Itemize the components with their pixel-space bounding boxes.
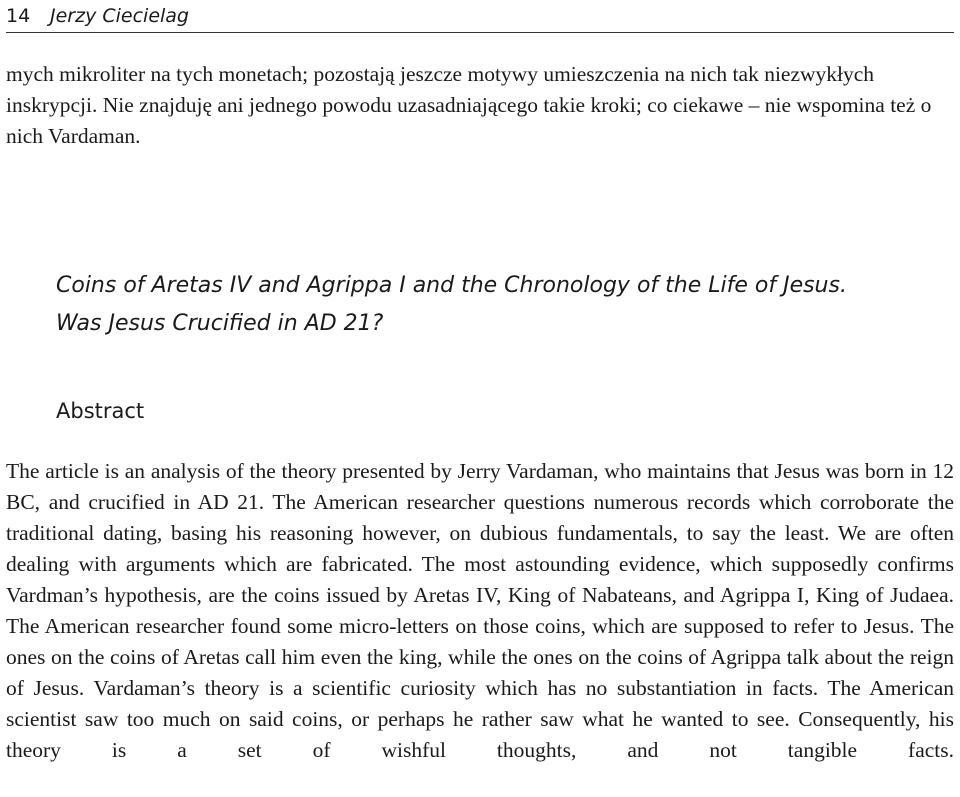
title-line-2: Was Jesus Crucified in AD 21? (56, 311, 384, 336)
running-author: Jerzy Ciecielag (50, 5, 189, 27)
article-title (56, 267, 936, 343)
page-number: 14 (6, 5, 31, 27)
abstract-paragraph: The article is an analysis of the theory presented by Jerry Vardaman, who maintains that Jesus was born in 12 BC, and crucified in AD 21. The American researcher questions numerous records which corroborate the traditional dating, basing his reasoning however, on dubious fundamentals, to say the least. We are often dealing with arguments which are fabricated. The most astounding evidence, which supposedly confirms Vardman’s hypothesis, are the coins issued by Aretas IV, King of Nabateans, and Agrippa I, King of Judaea. The American researcher found some micro-letters on those coins, which are supposed to refer to Jesus. The ones on the coins of Aretas call him even the king, while the ones on the coins of Agrippa talk about the reign of Jesus. Vardaman’s theory is a scientific curiosity which has no substantiation in facts. The American scientist saw too much on said coins, or perhaps he rather saw what he wanted to see. Consequently, his theory is a set of wishful thoughts, and not tangible facts. (6, 459, 954, 762)
intro-paragraph: mych mikroliter na tych monetach; pozostają jeszcze motywy umieszczenia na nich tak niezwykłych inskrypcji. Nie znajduję ani jednego powodu uzasadniającego takie kroki; co ciekawe – nie wspomina też o nich Vardaman. (6, 62, 932, 148)
title-line-1: Coins of Aretas IV and Agrippa I and the Chronology of the Life of Jesus. (56, 273, 847, 298)
abstract-heading: Abstract (56, 399, 145, 423)
running-header (6, 2, 954, 33)
